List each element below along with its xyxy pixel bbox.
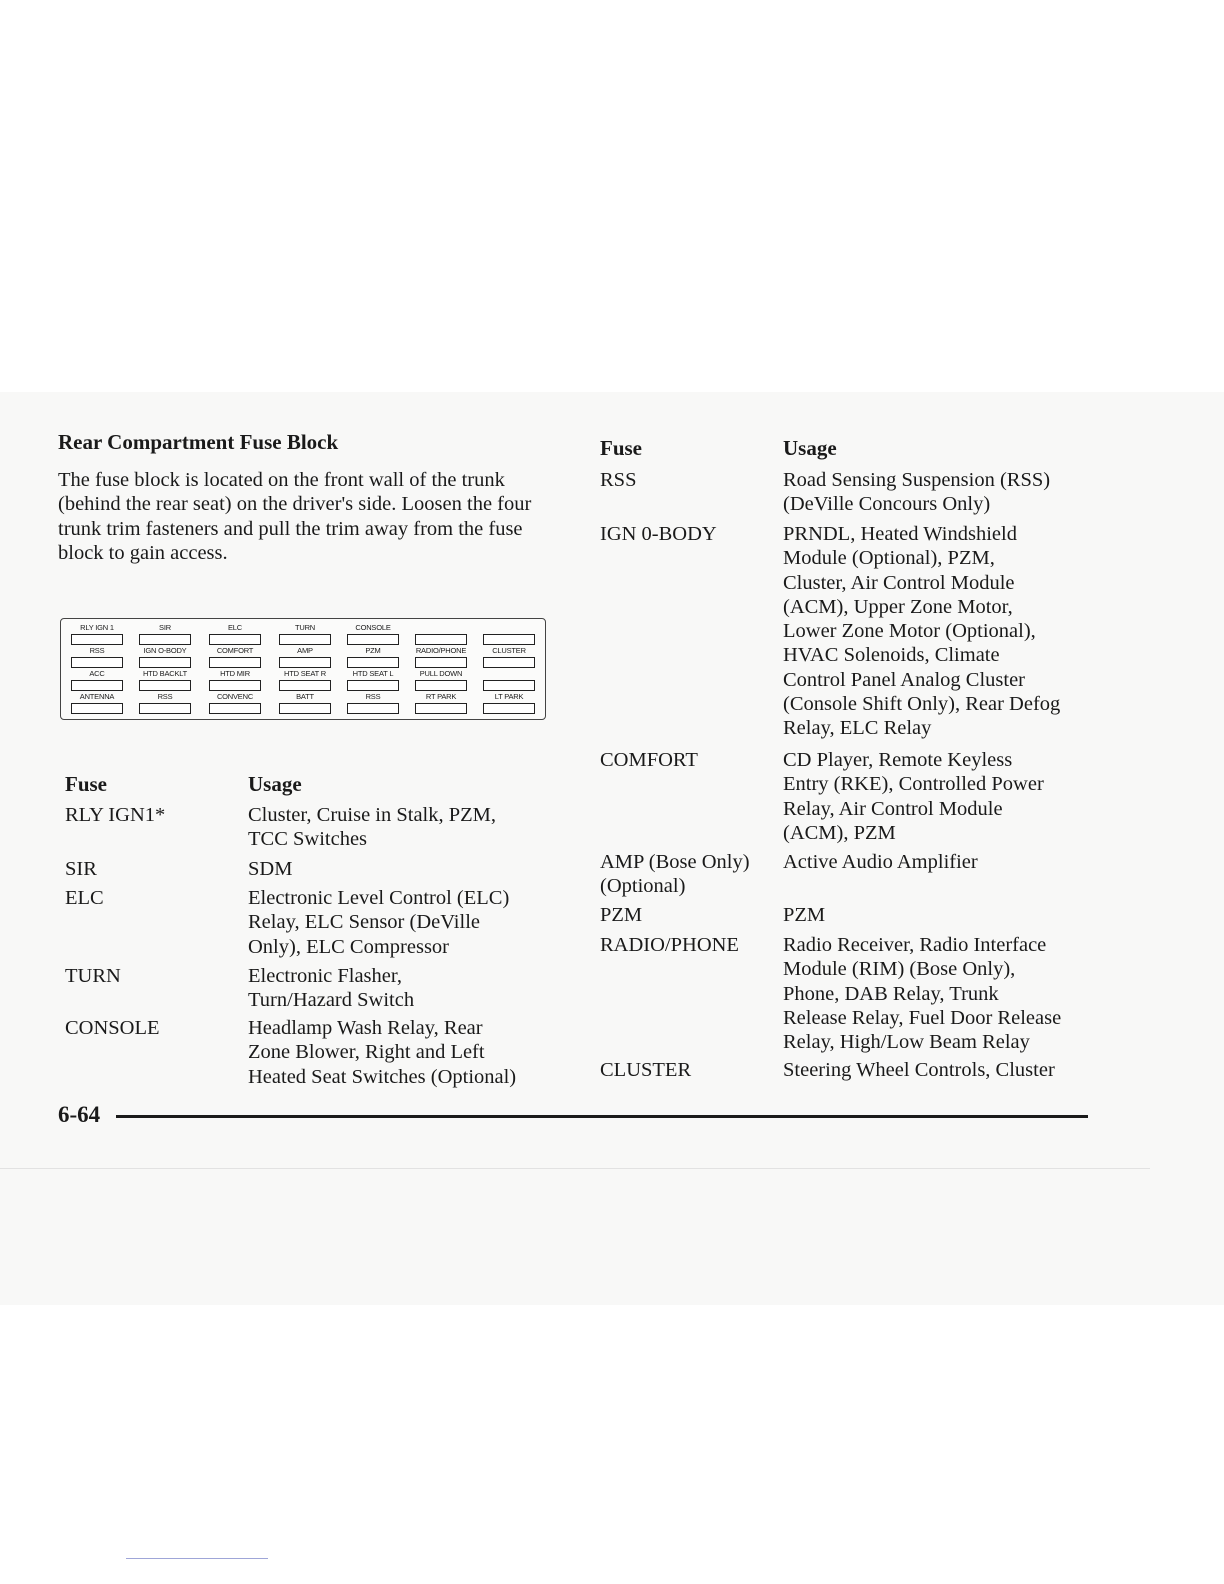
left-row-usage: SDM: [248, 858, 293, 880]
right-row-fuse: RADIO/PHONE: [600, 934, 739, 956]
fuse-slot-box: [209, 680, 261, 691]
fuse-slot-label: ACC: [89, 669, 105, 678]
right-row-fuse: RSS: [600, 469, 637, 491]
fuse-slot-label: RADIO/PHONE: [415, 646, 467, 655]
right-row-fuse: COMFORT: [600, 749, 698, 771]
fuse-slot-box: [347, 703, 399, 714]
left-row-usage: Headlamp Wash Relay, Rear Zone Blower, Right and Left Heated Seat Switches (Optional): [248, 1017, 517, 1088]
fuse-slot-box: [483, 680, 535, 691]
fuse-slot-label: CONVENC: [216, 692, 254, 701]
left-fuse-header: Fuse: [65, 772, 107, 796]
fuse-slot-box: [347, 634, 399, 645]
left-row-usage: Cluster, Cruise in Stalk, PZM, TCC Switches: [248, 804, 497, 851]
right-row-fuse: CLUSTER: [600, 1059, 692, 1081]
fuse-slot: [67, 692, 127, 718]
fuse-slot-label: COMFORT: [216, 646, 254, 655]
fuse-slot-box: [347, 657, 399, 668]
left-row-fuse: RLY IGN1*: [65, 804, 166, 826]
fuse-slot-box: [209, 703, 261, 714]
fuse-slot-box: [209, 634, 261, 645]
fuse-slot-box: [139, 680, 191, 691]
fuse-slot-box: [279, 634, 331, 645]
right-row-usage: Road Sensing Suspension (RSS) (DeVille Concours Only): [783, 469, 1051, 516]
bottom-mark: [126, 1558, 268, 1559]
footer-rule: [116, 1115, 1088, 1118]
right-row-usage: PRNDL, Heated Windshield Module (Optional), PZM, Cluster, Air Control Module (ACM), Upper Zone Motor, Lower Zone Motor (Optional), HVAC Solenoids, Climate Control Panel Analog Cluster (Console Shift Only), Rear Defog Relay, ELC Relay: [783, 523, 1061, 740]
fuse-slot-label: SIR: [159, 623, 171, 632]
fuse-slot-label: HTD SEAT R: [284, 669, 326, 678]
left-row-fuse: TURN: [65, 965, 121, 987]
fuse-slot-label: [479, 669, 539, 679]
fuse-slot-box: [415, 634, 467, 645]
left-row-usage: Electronic Level Control (ELC) Relay, ELC Sensor (DeVille Only), ELC Compressor: [248, 887, 510, 958]
fuse-slot-label: RSS: [157, 692, 173, 701]
fuse-slot-label: RT PARK: [425, 692, 457, 701]
fuse-slot: [411, 692, 471, 718]
fuse-slot-label: RSS: [89, 646, 105, 655]
fuse-slot-box: [209, 657, 261, 668]
fuse-slot-box: [139, 703, 191, 714]
right-row-fuse: AMP (Bose Only) (Optional): [600, 851, 750, 898]
right-row-fuse: IGN 0-BODY: [600, 523, 717, 545]
fuse-slot-label: PZM: [365, 646, 381, 655]
fuse-slot-label: ANTENNA: [79, 692, 115, 701]
fuse-slot-box: [71, 703, 123, 714]
right-row-usage: PZM: [783, 904, 826, 926]
fuse-slot-box: [71, 634, 123, 645]
fuse-slot-box: [415, 703, 467, 714]
fuse-slot-box: [71, 680, 123, 691]
fuse-slot: [275, 692, 335, 718]
fuse-slot: [205, 692, 265, 718]
fuse-slot-box: [279, 703, 331, 714]
fuse-slot: [135, 692, 195, 718]
fuse-slot-box: [279, 680, 331, 691]
right-usage-header: Usage: [783, 436, 837, 460]
fuse-slot-box: [483, 657, 535, 668]
fuse-slot-label: AMP: [297, 646, 313, 655]
fuse-block-diagram: [60, 618, 546, 720]
right-row-fuse: PZM: [600, 904, 643, 926]
section-title: Rear Compartment Fuse Block: [58, 430, 339, 454]
fuse-slot-box: [279, 657, 331, 668]
right-row-usage: Radio Receiver, Radio Interface Module (RIM) (Bose Only), Phone, DAB Relay, Trunk Release Relay, Fuel Door Release Relay, High/Low Beam Relay: [783, 934, 1062, 1054]
fuse-slot-label: RSS: [365, 692, 381, 701]
fuse-slot-label: TURN: [294, 623, 316, 632]
fuse-slot-label: IGN O-BODY: [143, 646, 187, 655]
fuse-slot-label: PULL DOWN: [419, 669, 463, 678]
fuse-slot-label: [479, 623, 539, 633]
fuse-slot: [343, 692, 403, 718]
left-row-fuse: ELC: [65, 887, 104, 909]
right-row-usage: CD Player, Remote Keyless Entry (RKE), Controlled Power Relay, Air Control Module (ACM), PZM: [783, 749, 1044, 844]
fuse-slot-label: CONSOLE: [355, 623, 391, 632]
left-row-usage: Electronic Flasher, Turn/Hazard Switch: [248, 965, 415, 1012]
fuse-slot-box: [71, 657, 123, 668]
fuse-slot-box: [415, 657, 467, 668]
fuse-slot-label: [411, 623, 471, 633]
fuse-slot-label: HTD BACKLT: [142, 669, 188, 678]
fuse-slot-box: [139, 657, 191, 668]
right-row-usage: Active Audio Amplifier: [783, 851, 978, 873]
page-number: 6-64: [58, 1102, 101, 1127]
fuse-slot-label: HTD SEAT L: [352, 669, 394, 678]
fuse-slot-box: [483, 703, 535, 714]
fuse-slot-label: CLUSTER: [492, 646, 526, 655]
fuse-slot: [479, 692, 539, 718]
fuse-slot-box: [347, 680, 399, 691]
fuse-slot-label: RLY IGN 1: [80, 623, 114, 632]
left-row-fuse: CONSOLE: [65, 1017, 160, 1039]
fuse-slot-label: BATT: [296, 692, 314, 701]
left-usage-header: Usage: [248, 772, 302, 796]
intro-paragraph: The fuse block is located on the front wall of the trunk (behind the rear seat) on the driver's side. Loosen the four trunk trim fasteners and pull the trim away from the fuse block to gain access.: [58, 469, 532, 564]
fuse-slot-label: HTD MIR: [220, 669, 250, 678]
fuse-slot-label: ELC: [228, 623, 242, 632]
right-row-usage: Steering Wheel Controls, Cluster: [783, 1059, 1055, 1081]
right-fuse-header: Fuse: [600, 436, 642, 460]
scan-rule: [0, 1168, 1150, 1169]
fuse-slot-label: LT PARK: [494, 692, 524, 701]
left-row-fuse: SIR: [65, 858, 97, 880]
fuse-slot-box: [483, 634, 535, 645]
fuse-slot-box: [139, 634, 191, 645]
fuse-slot-box: [415, 680, 467, 691]
